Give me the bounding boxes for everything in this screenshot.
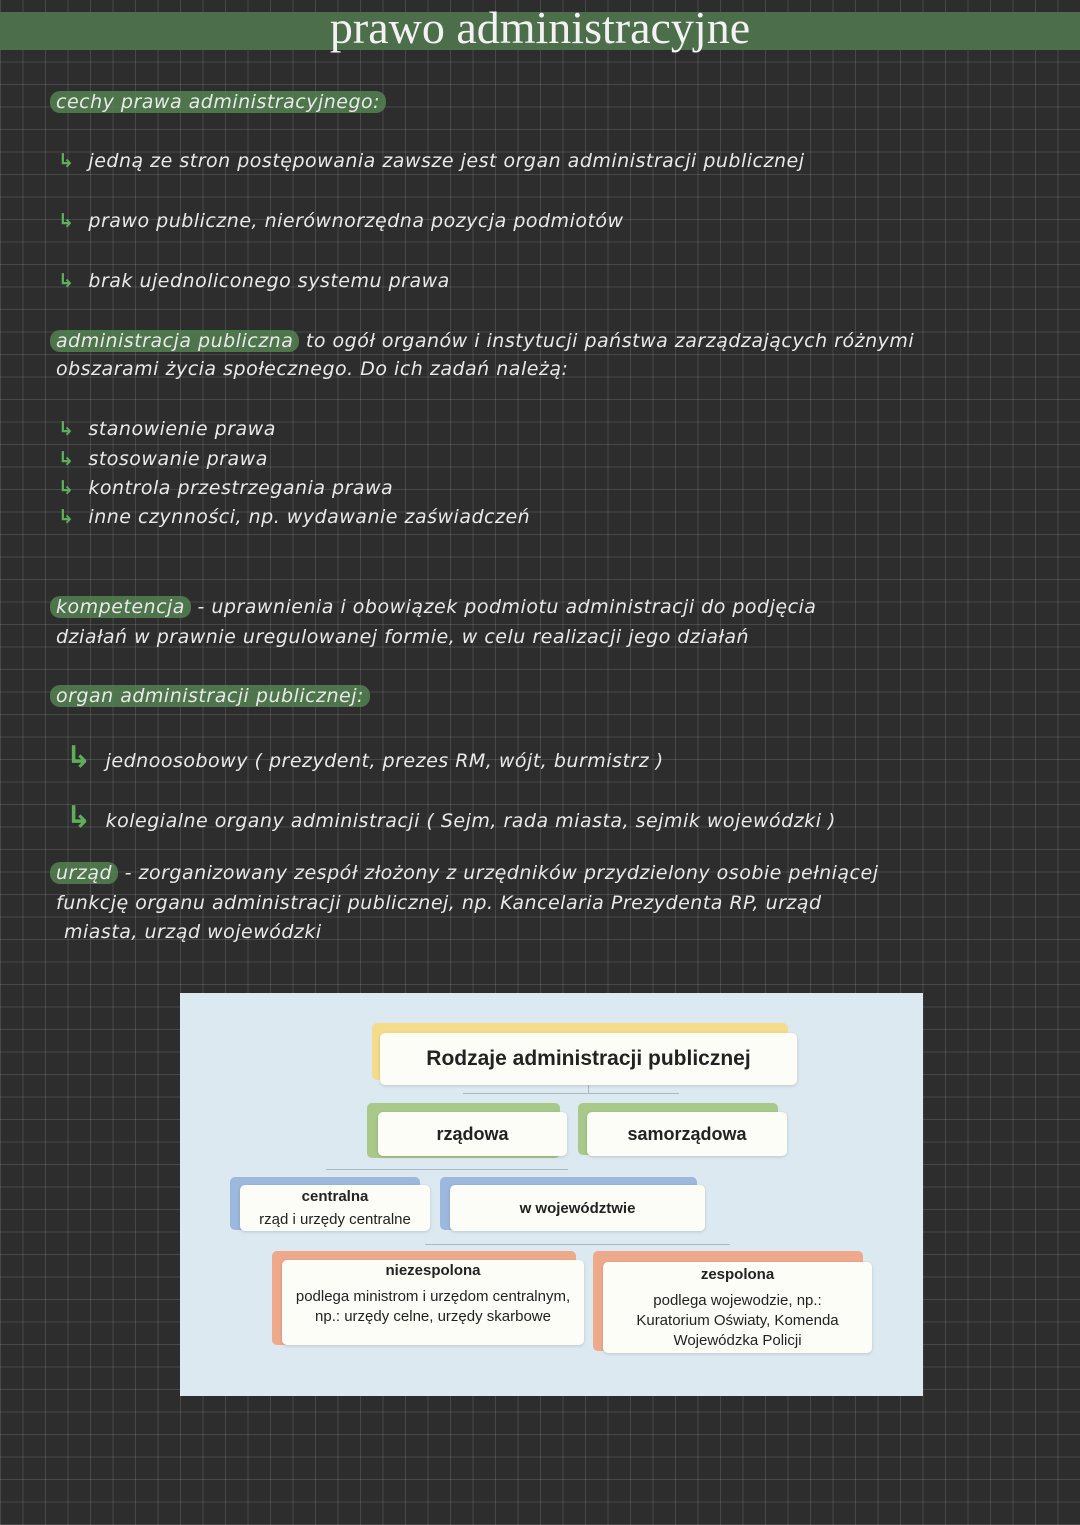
arrow-icon: ↳ bbox=[66, 800, 92, 835]
connector bbox=[326, 1169, 568, 1170]
list-item bbox=[58, 506, 530, 528]
label: samorządowa bbox=[627, 1123, 747, 1144]
arrow-icon: ↳ bbox=[58, 418, 75, 440]
item-text: stosowanie prawa bbox=[88, 448, 268, 470]
definition-line bbox=[56, 862, 878, 884]
list-item bbox=[66, 740, 664, 775]
connector bbox=[425, 1244, 730, 1245]
item-text: jednoosobowy ( prezydent, prezes RM, wójt, burmistrz ) bbox=[105, 750, 664, 772]
text: - uprawnienia i obowiązek podmiotu administracji do podjęcia bbox=[197, 596, 817, 618]
term: urząd bbox=[50, 862, 118, 884]
page-title: prawo administracyjne bbox=[329, 2, 751, 53]
arrow-icon: ↳ bbox=[66, 740, 92, 775]
wojewodztwo-box bbox=[450, 1185, 705, 1231]
list-item bbox=[58, 210, 624, 232]
text: - zorganizowany zespół złożony z urzędników przydzielony osobie pełniącej bbox=[124, 862, 879, 884]
list-item bbox=[58, 418, 276, 440]
item-text: prawo publiczne, nierównorzędna pozycja podmiotów bbox=[88, 210, 624, 232]
desc: rząd i urzędy centralne bbox=[259, 1211, 411, 1228]
list-item bbox=[58, 270, 450, 292]
text: to ogół organów i instytucji państwa zarządzających różnymi bbox=[305, 330, 915, 352]
item-text: brak ujednoliconego systemu prawa bbox=[88, 270, 450, 292]
arrow-icon: ↳ bbox=[58, 506, 75, 528]
zespolona-box bbox=[603, 1262, 872, 1353]
centralna-box bbox=[240, 1185, 430, 1231]
connector bbox=[588, 1085, 589, 1094]
label: zespolona bbox=[700, 1266, 775, 1283]
rzadowa-box bbox=[378, 1112, 567, 1156]
list-item bbox=[58, 448, 268, 470]
arrow-icon: ↳ bbox=[58, 270, 75, 292]
heading-text: organ administracji publicznej: bbox=[50, 685, 370, 707]
section-heading bbox=[56, 91, 386, 113]
niezespolona-box bbox=[282, 1260, 584, 1345]
section-heading bbox=[56, 685, 370, 707]
label: niezespolona bbox=[385, 1262, 481, 1279]
label: rządowa bbox=[436, 1123, 509, 1144]
connector bbox=[463, 1093, 679, 1094]
arrow-icon: ↳ bbox=[58, 477, 75, 499]
definition-line: działań w prawnie uregulowanej formie, w celu realizacji jego działań bbox=[56, 626, 750, 648]
root-box bbox=[380, 1033, 797, 1085]
label: w województwie bbox=[519, 1199, 636, 1217]
arrow-icon: ↳ bbox=[58, 210, 75, 232]
item-text: jedną ze stron postępowania zawsze jest organ administracji publicznej bbox=[88, 150, 805, 172]
definition-line: miasta, urząd wojewódzki bbox=[64, 921, 322, 943]
definition-line: obszarami życia społecznego. Do ich zadań należą: bbox=[56, 358, 569, 380]
item-text: kontrola przestrzegania prawa bbox=[88, 477, 394, 499]
root-label: Rodzaje administracji publicznej bbox=[426, 1047, 751, 1070]
definition-line bbox=[56, 596, 816, 618]
list-item bbox=[58, 150, 804, 172]
arrow-icon: ↳ bbox=[58, 150, 75, 172]
arrow-icon: ↳ bbox=[58, 448, 75, 470]
label: centralna bbox=[301, 1188, 369, 1205]
item-text: kolegialne organy administracji ( Sejm, rada miasta, sejmik wojewódzki ) bbox=[105, 810, 836, 832]
definition-line bbox=[56, 330, 914, 352]
heading-text: cechy prawa administracyjnego: bbox=[50, 91, 386, 113]
definition-line: funkcję organu administracji publicznej, np. Kancelaria Prezydenta RP, urząd bbox=[56, 892, 822, 914]
list-item bbox=[66, 800, 836, 835]
admin-types-diagram bbox=[180, 993, 923, 1396]
desc: podlega wojewodzie, np.: Kuratorium Oświaty, Komenda Wojewódzka Policji bbox=[636, 1292, 839, 1349]
term: administracja publiczna bbox=[50, 330, 299, 352]
item-text: stanowienie prawa bbox=[88, 418, 276, 440]
samorzadowa-box bbox=[587, 1112, 787, 1156]
desc: podlega ministrom i urzędom centralnym, np.: urzędy celne, urzędy skarbowe bbox=[295, 1288, 571, 1325]
item-text: inne czynności, np. wydawanie zaświadczeń bbox=[88, 506, 531, 528]
list-item bbox=[58, 477, 393, 499]
term: kompetencja bbox=[50, 596, 191, 618]
